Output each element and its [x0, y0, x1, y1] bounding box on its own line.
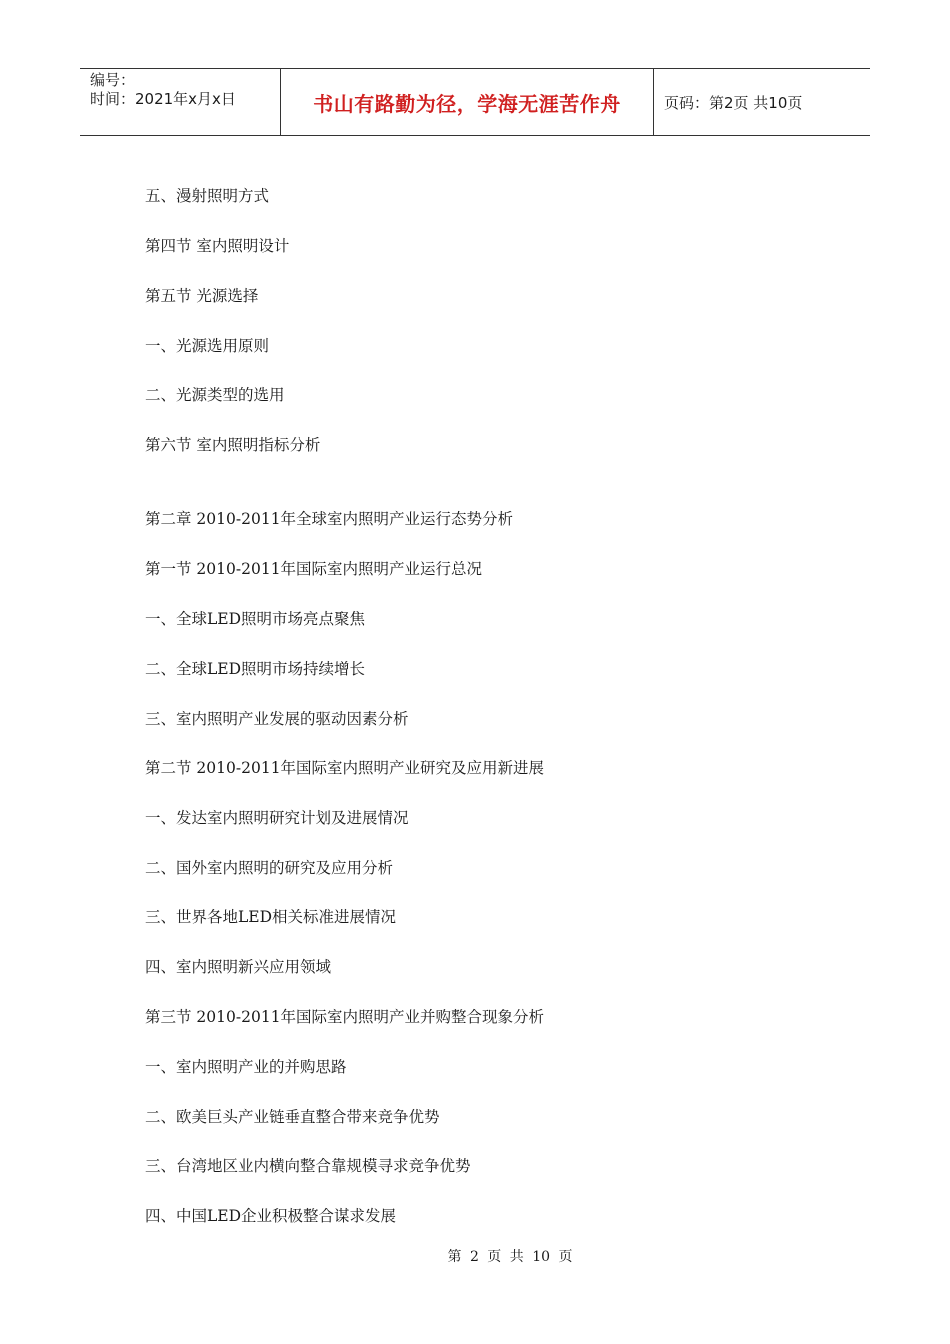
toc-entry: 一、发达室内照明研究计划及进展情况: [145, 809, 409, 827]
toc-entry: 第四节 室内照明设计: [145, 237, 290, 255]
toc-entry: 第二节 2010-2011年国际室内照明产业研究及应用新进展: [145, 759, 545, 777]
motto-text: 书山有路勤为径，学海无涯苦作舟: [313, 91, 621, 116]
header-motto-cell: [281, 69, 654, 135]
toc-entry: 第三节 2010-2011年国际室内照明产业并购整合现象分析: [145, 1008, 545, 1026]
footer-page-number: 第 2 页 共 10 页: [447, 1249, 573, 1265]
toc-entry: 二、光源类型的选用: [145, 386, 285, 404]
toc-entry: 五、漫射照明方式: [145, 187, 270, 205]
toc-entry: 一、室内照明产业的并购思路: [145, 1058, 347, 1076]
header-meta-cell: [80, 69, 281, 135]
toc-entry: 第六节 室内照明指标分析: [145, 436, 321, 454]
toc-entry: 第一节 2010-2011年国际室内照明产业运行总况: [145, 560, 483, 578]
toc-entry: 第五节 光源选择: [145, 287, 259, 305]
toc-entry: 三、台湾地区业内横向整合靠规模寻求竞争优势: [145, 1157, 471, 1175]
toc-entry: 四、中国LED企业积极整合谋求发展: [145, 1207, 397, 1225]
time-label: 时间：2021年x月x日: [90, 90, 236, 108]
toc-entry: 一、光源选用原则: [145, 337, 270, 355]
toc-entry: 二、国外室内照明的研究及应用分析: [145, 859, 394, 877]
toc-entry: 二、欧美巨头产业链垂直整合带来竞争优势: [145, 1108, 440, 1126]
number-label: 编号：: [90, 71, 136, 89]
toc-entry: 三、世界各地LED相关标准进展情况: [145, 908, 397, 926]
page-footer: [0, 1246, 950, 1266]
toc-entry: 四、室内照明新兴应用领域: [145, 958, 332, 976]
header-page-cell: [654, 69, 870, 135]
page-info: 页码：第2页 共10页: [664, 93, 803, 112]
toc-chapter-heading: 第二章 2010-2011年全球室内照明产业运行态势分析: [145, 510, 514, 528]
document-header: [80, 68, 870, 136]
toc-entry: 一、全球LED照明市场亮点聚焦: [145, 610, 366, 628]
toc-entry: 二、全球LED照明市场持续增长: [145, 660, 366, 678]
toc-entry: 三、室内照明产业发展的驱动因素分析: [145, 710, 409, 728]
